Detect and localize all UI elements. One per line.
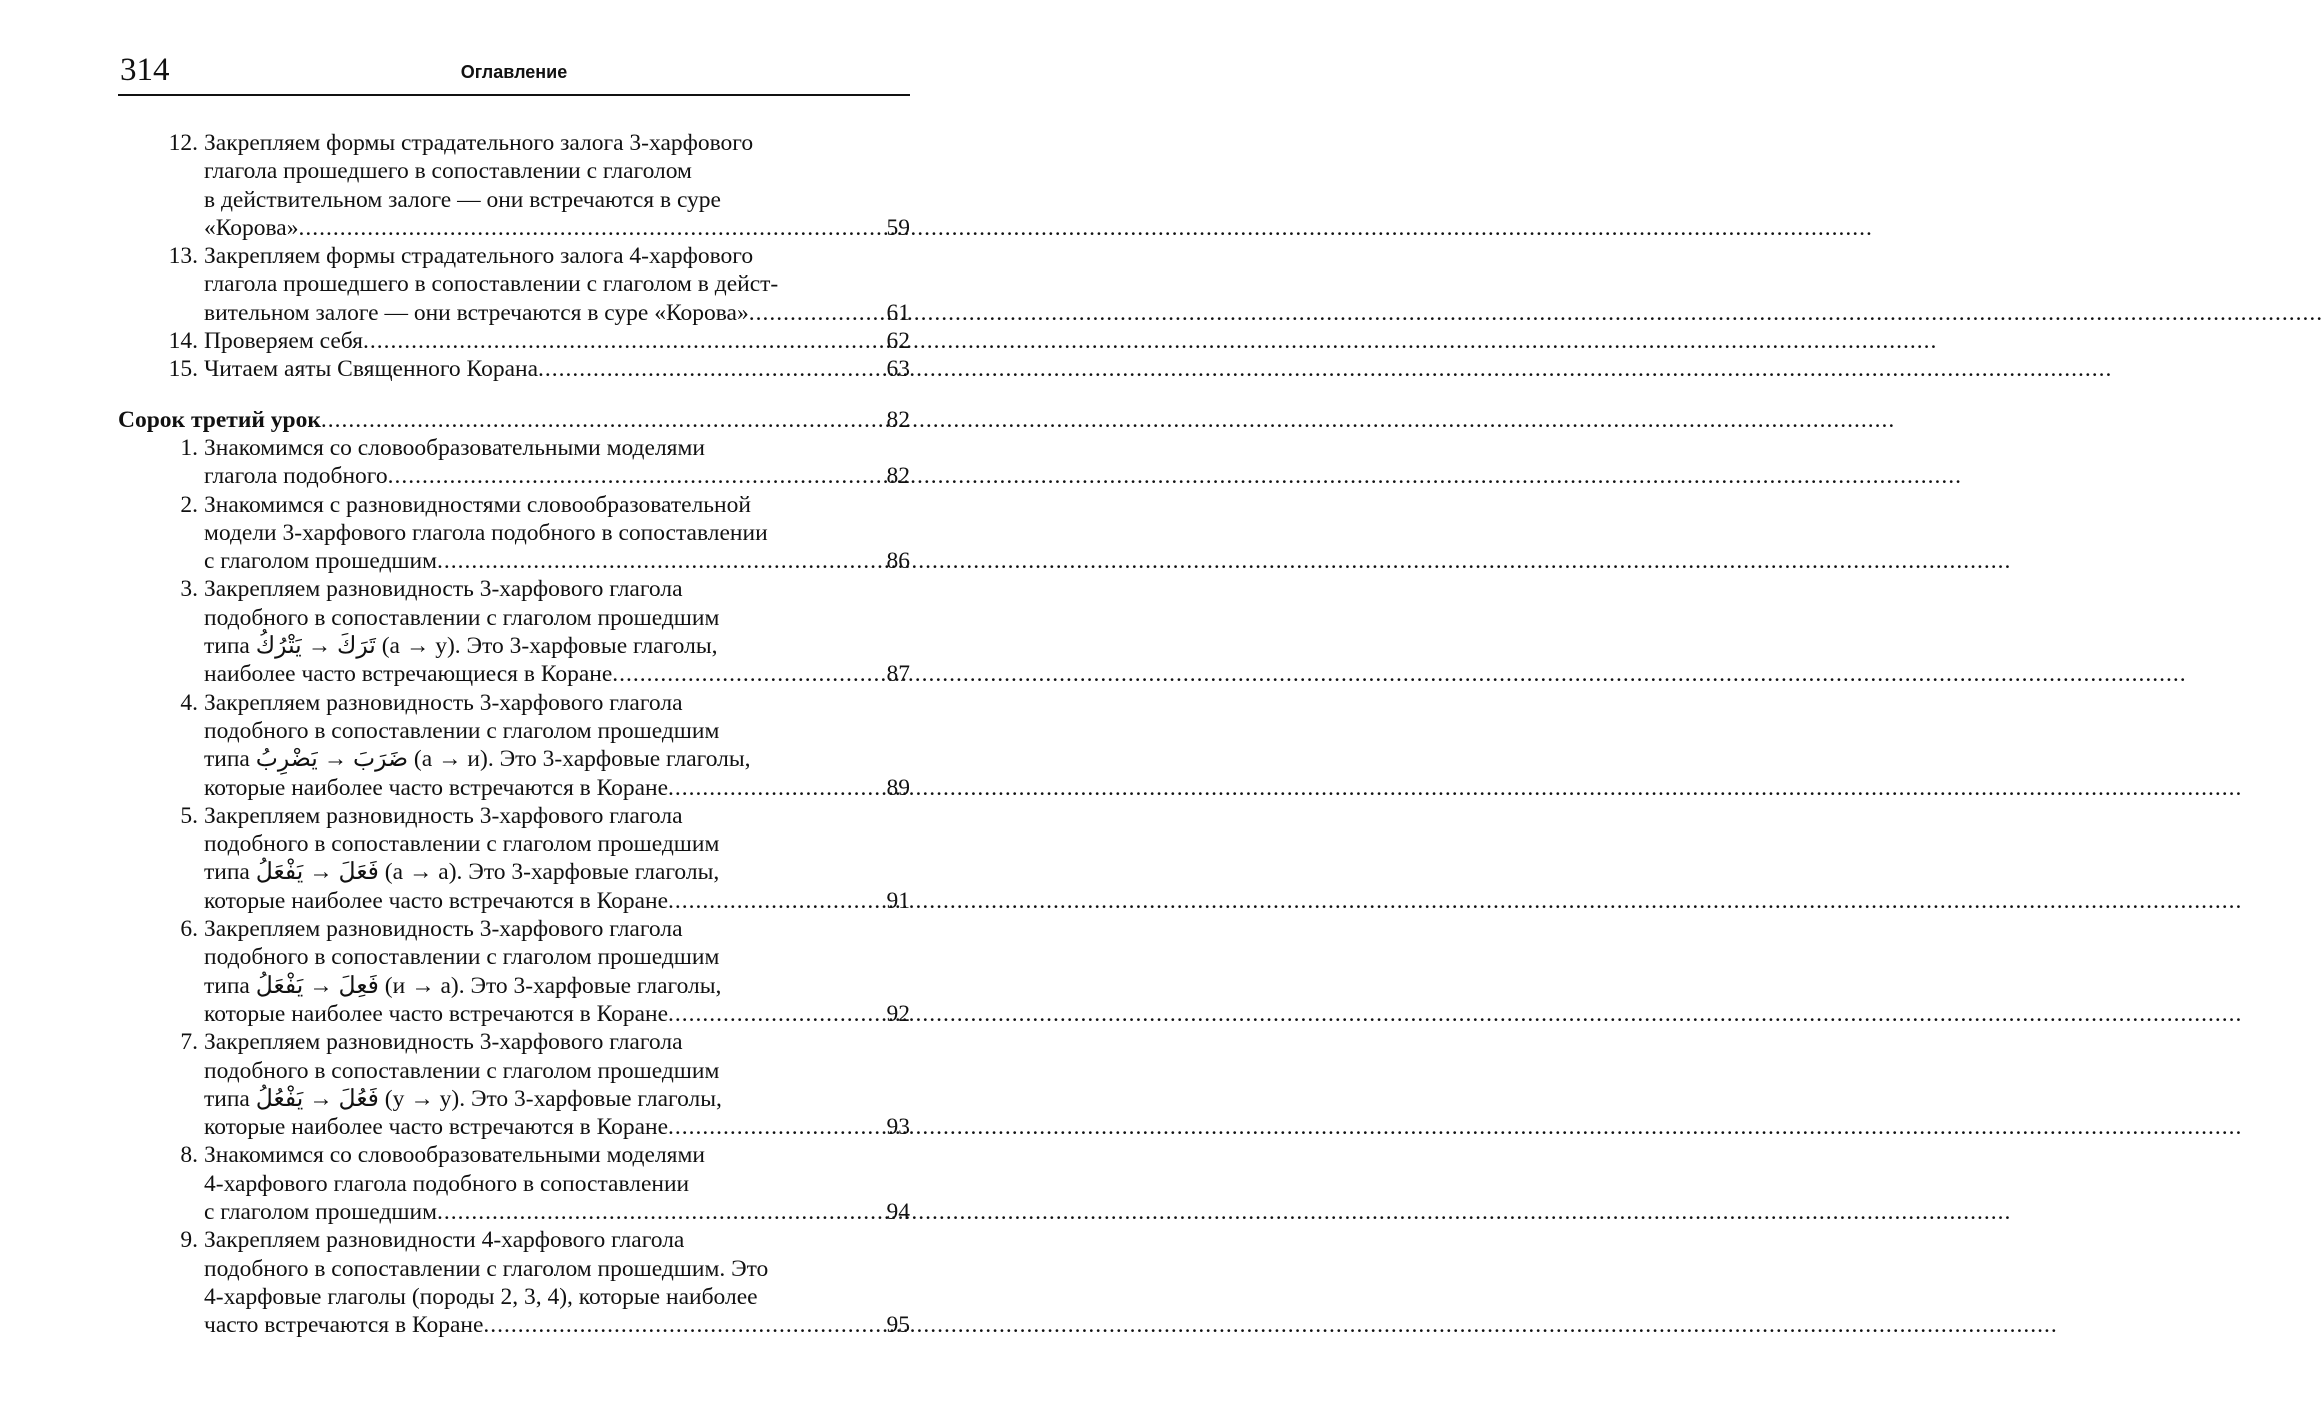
toc-entry-text: Закрепляем разновидности 4-харфового глагола (204, 1227, 685, 1254)
toc-entry-text: глагола прошедшего в сопоставлении с глаголом (204, 158, 692, 185)
toc-page-number: 62 (886, 328, 910, 355)
toc-entry-number: 2. (180, 491, 198, 518)
toc-entry-text: подобного в сопоставлении с глаголом прошедшим (204, 831, 720, 858)
toc-entry-line (118, 355, 910, 383)
toc-entry-line (118, 1057, 910, 1085)
toc-entry-text: Проверяем себя (204, 328, 363, 355)
toc-entry-text: типа تَرَكَ → يَتْرُكُ (а → у). Это 3-харфовые глаголы, (204, 633, 718, 660)
toc-group-lesson-43 (118, 434, 910, 1340)
toc-entry-line (118, 858, 910, 886)
toc-entry-text: Знакомимся со словообразовательными моделями (204, 1142, 705, 1169)
toc-entry-line (118, 1113, 910, 1141)
toc-entry-text: глагола прошедшего в сопоставлении с глаголом в дейст- (204, 271, 779, 298)
toc-entry-number: 5. (180, 802, 198, 829)
toc-entry-line (118, 1311, 910, 1339)
toc-entry-text: подобного в сопоставлении с глаголом прошедшим. Это (204, 1255, 769, 1282)
toc-entry[interactable] (118, 129, 910, 242)
toc-entry-line (118, 943, 910, 971)
toc-entry[interactable] (118, 327, 910, 355)
table-of-contents (118, 129, 910, 1339)
toc-entry-text: которые наиболее часто встречаются в Коране (204, 774, 669, 801)
toc-entry-text: Закрепляем разновидность 3-харфового глагола (204, 689, 683, 716)
toc-entry-text: часто встречаются в Коране (204, 1312, 484, 1339)
dot-leader (363, 327, 886, 355)
toc-entry-line (118, 1226, 910, 1254)
toc-entry-text: которые наиболее часто встречаются в Коране (204, 1114, 669, 1141)
toc-page-number: 87 (886, 661, 910, 688)
toc-entry-number: 8. (180, 1142, 198, 1169)
toc-entry-number: 1. (180, 434, 198, 461)
dot-leader (321, 406, 886, 434)
toc-entry-text: подобного в сопоставлении с глаголом прошедшим (204, 717, 720, 744)
toc-entry-line (118, 830, 910, 858)
toc-entry-line (118, 214, 910, 242)
toc-page-number: 59 (886, 214, 910, 241)
page-number: 314 (120, 52, 170, 88)
toc-entry-text: Знакомимся с разновидностями словообразовательной (204, 491, 751, 518)
dot-leader (437, 547, 886, 575)
toc-entry-line (118, 547, 910, 575)
toc-group-continued (118, 129, 910, 384)
toc-entry-text: подобного в сопоставлении с глаголом прошедшим (204, 944, 720, 971)
toc-entry-line (118, 1255, 910, 1283)
toc-entry-number: 3. (180, 576, 198, 603)
toc-entry-number: 14. (168, 328, 198, 355)
toc-entry-text: 4-харфового глагола подобного в сопоставлении (204, 1170, 690, 1197)
toc-entry-line (118, 1170, 910, 1198)
toc-entry[interactable] (118, 355, 910, 383)
toc-entry-line (118, 632, 910, 660)
toc-entry-line (118, 434, 910, 462)
toc-page-number: 86 (886, 548, 910, 575)
toc-entry-line (118, 129, 910, 157)
toc-entry[interactable] (118, 689, 910, 802)
toc-entry-line (118, 1283, 910, 1311)
toc-page-number: 91 (886, 887, 910, 914)
toc-entry-line (118, 1000, 910, 1028)
toc-entry-text: Читаем аяты Священного Корана (204, 356, 539, 383)
toc-entry-line (118, 1085, 910, 1113)
toc-entry-text: Закрепляем разновидность 3-харфового глагола (204, 576, 683, 603)
dot-leader (668, 1113, 885, 1141)
dot-leader (483, 1311, 885, 1339)
toc-entry-line (118, 774, 910, 802)
toc-entry-line (118, 745, 910, 773)
toc-entry-text: типа ضَرَبَ → يَضْرِبُ (а → и). Это 3-харфовые глаголы, (204, 746, 751, 773)
toc-entry-text: в действительном залоге — они встречаются в суре (204, 186, 721, 213)
section-spacer (118, 384, 910, 406)
toc-entry-line (118, 915, 910, 943)
toc-page-number: 63 (886, 356, 910, 383)
toc-page-number: 95 (886, 1312, 910, 1339)
toc-entry-line (118, 491, 910, 519)
toc-page-number: 61 (886, 299, 910, 326)
toc-entry-text: типа فَعِلَ → يَفْعَلُ (и → а). Это 3-харфовые глаголы, (204, 972, 722, 999)
toc-entry-line (118, 242, 910, 270)
toc-entry-text: вительном залоге — они встречаются в суре «Корова» (204, 299, 749, 326)
toc-entry-text: Закрепляем разновидность 3-харфового глагола (204, 802, 683, 829)
section-page-number: 82 (886, 406, 910, 433)
toc-entry-text: Закрепляем формы страдательного залога 4-харфового (204, 243, 754, 270)
toc-entry-text: глагола подобного (204, 463, 388, 490)
toc-entry-line (118, 887, 910, 915)
toc-entry-text: наиболее часто встречающиеся в Коране (204, 661, 613, 688)
toc-entry-line (118, 186, 910, 214)
toc-entry[interactable] (118, 915, 910, 1028)
toc-entry-text: с глаголом прошедшим (204, 1198, 437, 1225)
toc-entry-line (118, 157, 910, 185)
dot-leader (612, 660, 885, 688)
toc-entry-line (118, 462, 910, 490)
dot-leader (668, 1000, 885, 1028)
toc-entry-text: которые наиболее часто встречаются в Коране (204, 1000, 669, 1027)
toc-entry-text: типа فَعَلَ → يَفْعَلُ (а → а). Это 3-харфовые глаголы, (204, 859, 720, 886)
dot-leader (388, 462, 886, 490)
toc-entry-line (118, 972, 910, 1000)
toc-entry[interactable] (118, 434, 910, 491)
toc-entry-line (118, 604, 910, 632)
toc-entry-text: «Корова» (204, 214, 299, 241)
toc-page-number: 92 (886, 1000, 910, 1027)
toc-entry-line (118, 717, 910, 745)
running-title: Оглавление (460, 62, 568, 82)
toc-entry-line (118, 1198, 910, 1226)
toc-entry-number: 15. (168, 356, 198, 383)
dot-leader (668, 887, 885, 915)
page (0, 0, 1000, 1409)
toc-entry-number: 13. (168, 243, 198, 270)
dot-leader (298, 214, 885, 242)
toc-entry[interactable] (118, 491, 910, 576)
toc-entry-line (118, 1141, 910, 1169)
toc-entry-text: 4-харфовые глаголы (породы 2, 3, 4), которые наиболее (204, 1283, 758, 1310)
toc-entry-text: подобного в сопоставлении с глаголом прошедшим (204, 1057, 720, 1084)
toc-entry-number: 12. (168, 130, 198, 156)
page-header (118, 52, 910, 96)
toc-entry-number: 6. (180, 916, 198, 943)
dot-leader (437, 1198, 886, 1226)
toc-entry-line (118, 575, 910, 603)
dot-leader (668, 774, 885, 802)
toc-entry-text: с глаголом прошедшим (204, 548, 437, 575)
toc-entry[interactable] (118, 242, 910, 327)
toc-entry-line (118, 270, 910, 298)
toc-entry[interactable] (118, 802, 910, 915)
toc-entry-text: которые наиболее часто встречаются в Коране (204, 887, 669, 914)
toc-entry-line (118, 299, 910, 327)
toc-entry-line (118, 660, 910, 688)
dot-leader (538, 355, 885, 383)
toc-page-number: 89 (886, 774, 910, 801)
toc-entry-line (118, 689, 910, 717)
toc-entry-text: Знакомимся со словообразовательными моделями (204, 434, 705, 461)
toc-entry-text: типа فَعُلَ → يَفْعُلُ (у → у). Это 3-харфовые глаголы, (204, 1085, 722, 1112)
toc-entry-number: 9. (180, 1227, 198, 1254)
toc-entry-line (118, 1028, 910, 1056)
toc-entry-text: Закрепляем формы страдательного залога 3-харфового (204, 130, 754, 156)
toc-entry[interactable] (118, 575, 910, 688)
toc-entry-text: подобного в сопоставлении с глаголом прошедшим (204, 604, 720, 631)
toc-entry[interactable] (118, 1028, 910, 1141)
toc-entry-line (118, 327, 910, 355)
toc-entry-number: 7. (180, 1029, 198, 1056)
toc-entry[interactable] (118, 1226, 910, 1339)
toc-page-number: 94 (886, 1198, 910, 1225)
toc-page-number: 82 (886, 463, 910, 490)
toc-entry-text: Закрепляем разновидность 3-харфового глагола (204, 916, 683, 943)
dot-leader (749, 299, 886, 327)
section-title: Сорок третий урок (118, 406, 321, 433)
toc-page-number: 93 (886, 1114, 910, 1141)
toc-entry-text: Закрепляем разновидность 3-харфового глагола (204, 1029, 683, 1056)
toc-entry-line (118, 519, 910, 547)
toc-entry-text: модели 3-харфового глагола подобного в сопоставлении (204, 519, 768, 546)
toc-section-heading[interactable] (118, 406, 910, 434)
toc-entry-line (118, 802, 910, 830)
toc-entry[interactable] (118, 1141, 910, 1226)
toc-entry-number: 4. (180, 689, 198, 716)
